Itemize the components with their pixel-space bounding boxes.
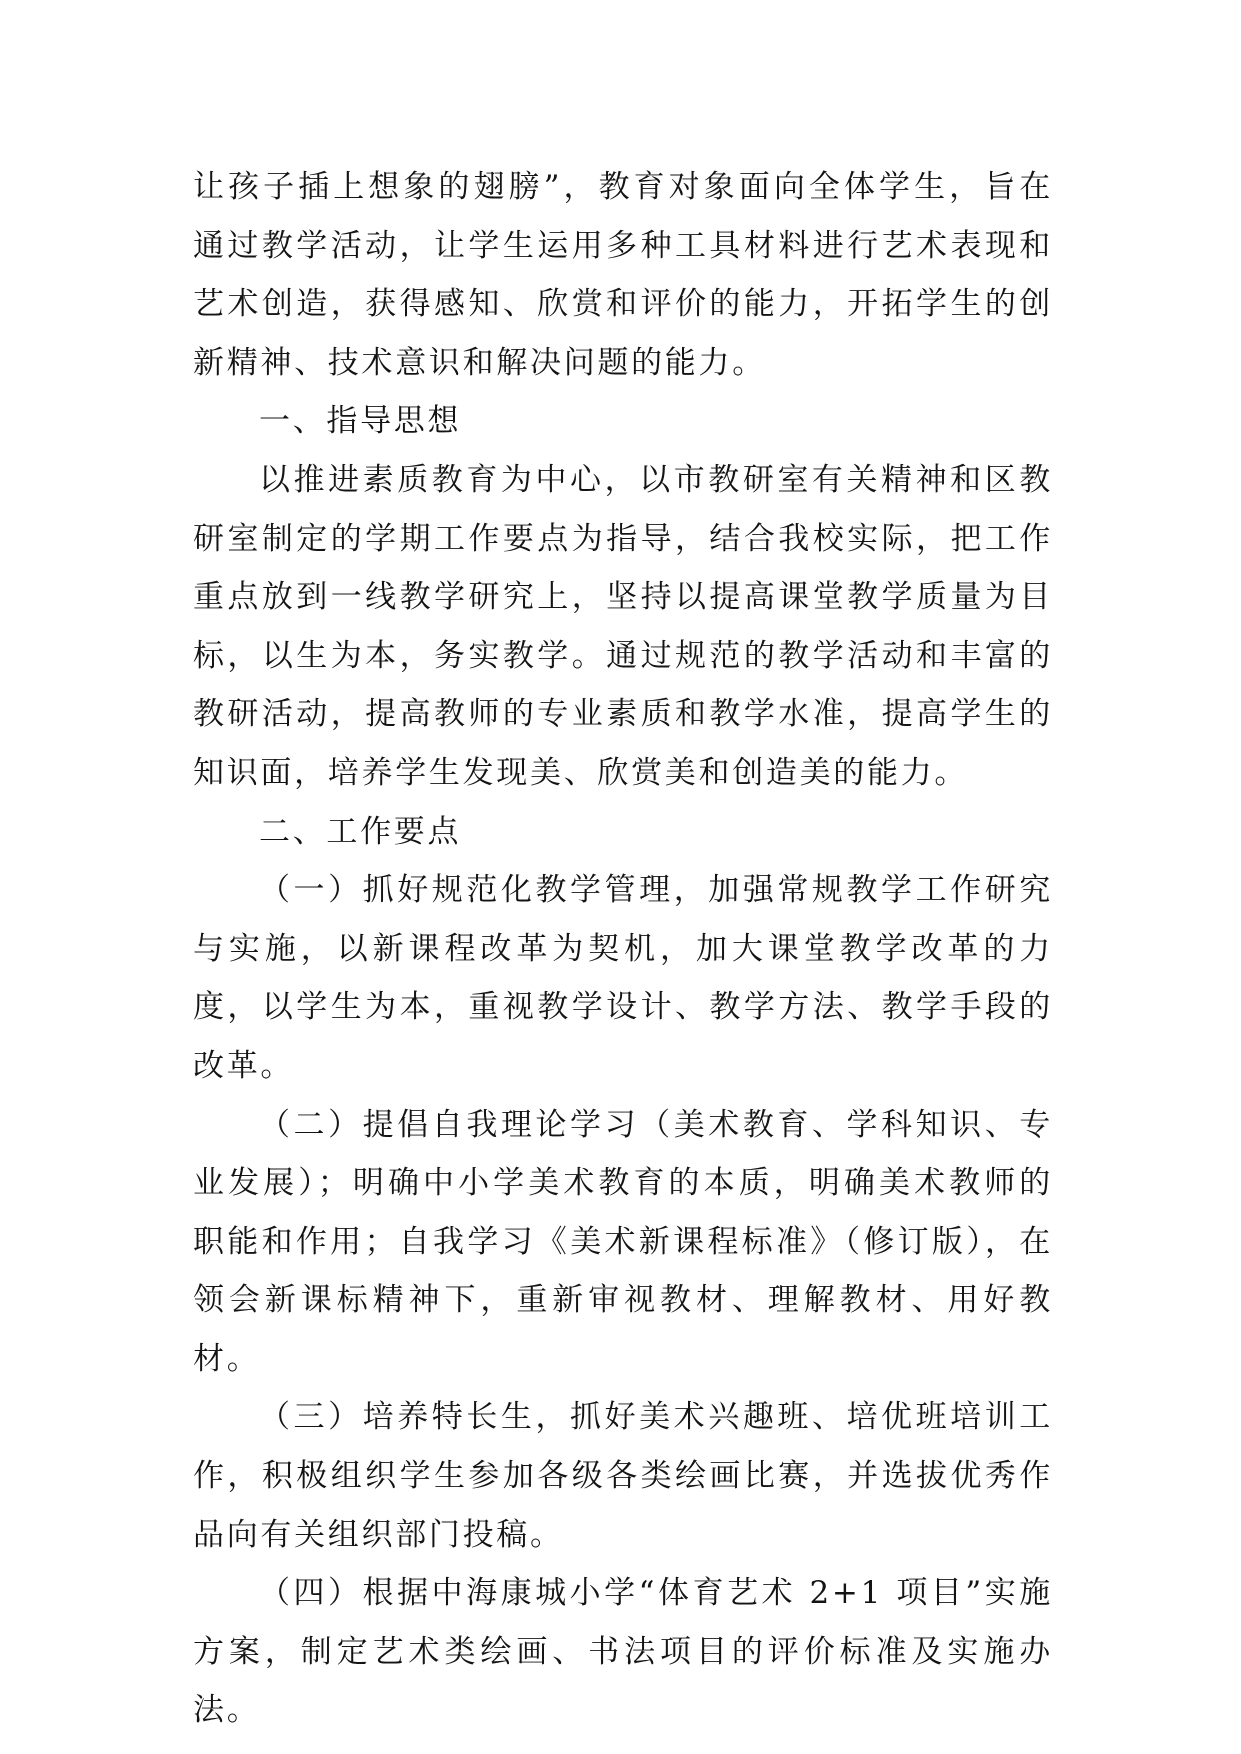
work-point-1-paragraph: （一）抓好规范化教学管理，加强常规教学工作研究与实施，以新课程改革为契机，加大课堂教学改革的力度，以学生为本，重视教学设计、教学方法、教学手段的改革。 [193, 872, 1053, 1084]
intro-paragraph: 让孩子插上想象的翅膀”，教育对象面向全体学生，旨在通过教学活动，让学生运用多种工具材料进行艺术表现和艺术创造，获得感知、欣赏和评价的能力，开拓学生的创新精神、技术意识和解决问题的能力。 [193, 169, 1053, 381]
work-point-3-paragraph: （三）培养特长生，抓好美术兴趣班、培优班培训工作，积极组织学生参加各级各类绘画比赛，并选拔优秀作品向有关组织部门投稿。 [193, 1399, 1053, 1553]
work-point-4-paragraph: （四）根据中海康城小学“体育艺术 2+1 项目”实施方案，制定艺术类绘画、书法项目的评价标准及实施办法。 [193, 1575, 1053, 1729]
section-heading-guiding-thought: 一、指导思想 [259, 403, 462, 440]
section-heading-work-points: 二、工作要点 [259, 813, 462, 850]
document-body [193, 158, 1053, 1740]
work-point-2-paragraph: （二）提倡自我理论学习（美术教育、学科知识、专业发展）；明确中小学美术教育的本质，明确美术教师的职能和作用；自我学习《美术新课程标准》（修订版），在领会新课标精神下，重新审视教材、理解教材、用好教材。 [193, 1106, 1053, 1377]
guiding-thought-paragraph: 以推进素质教育为中心，以市教研室有关精神和区教研室制定的学期工作要点为指导，结合我校实际，把工作重点放到一线教学研究上，坚持以提高课堂教学质量为目标，以生为本，务实教学。通过规范的教学活动和丰富的教研活动，提高教师的专业素质和教学水准，提高学生的知识面，培养学生发现美、欣赏美和创造美的能力。 [193, 461, 1053, 791]
